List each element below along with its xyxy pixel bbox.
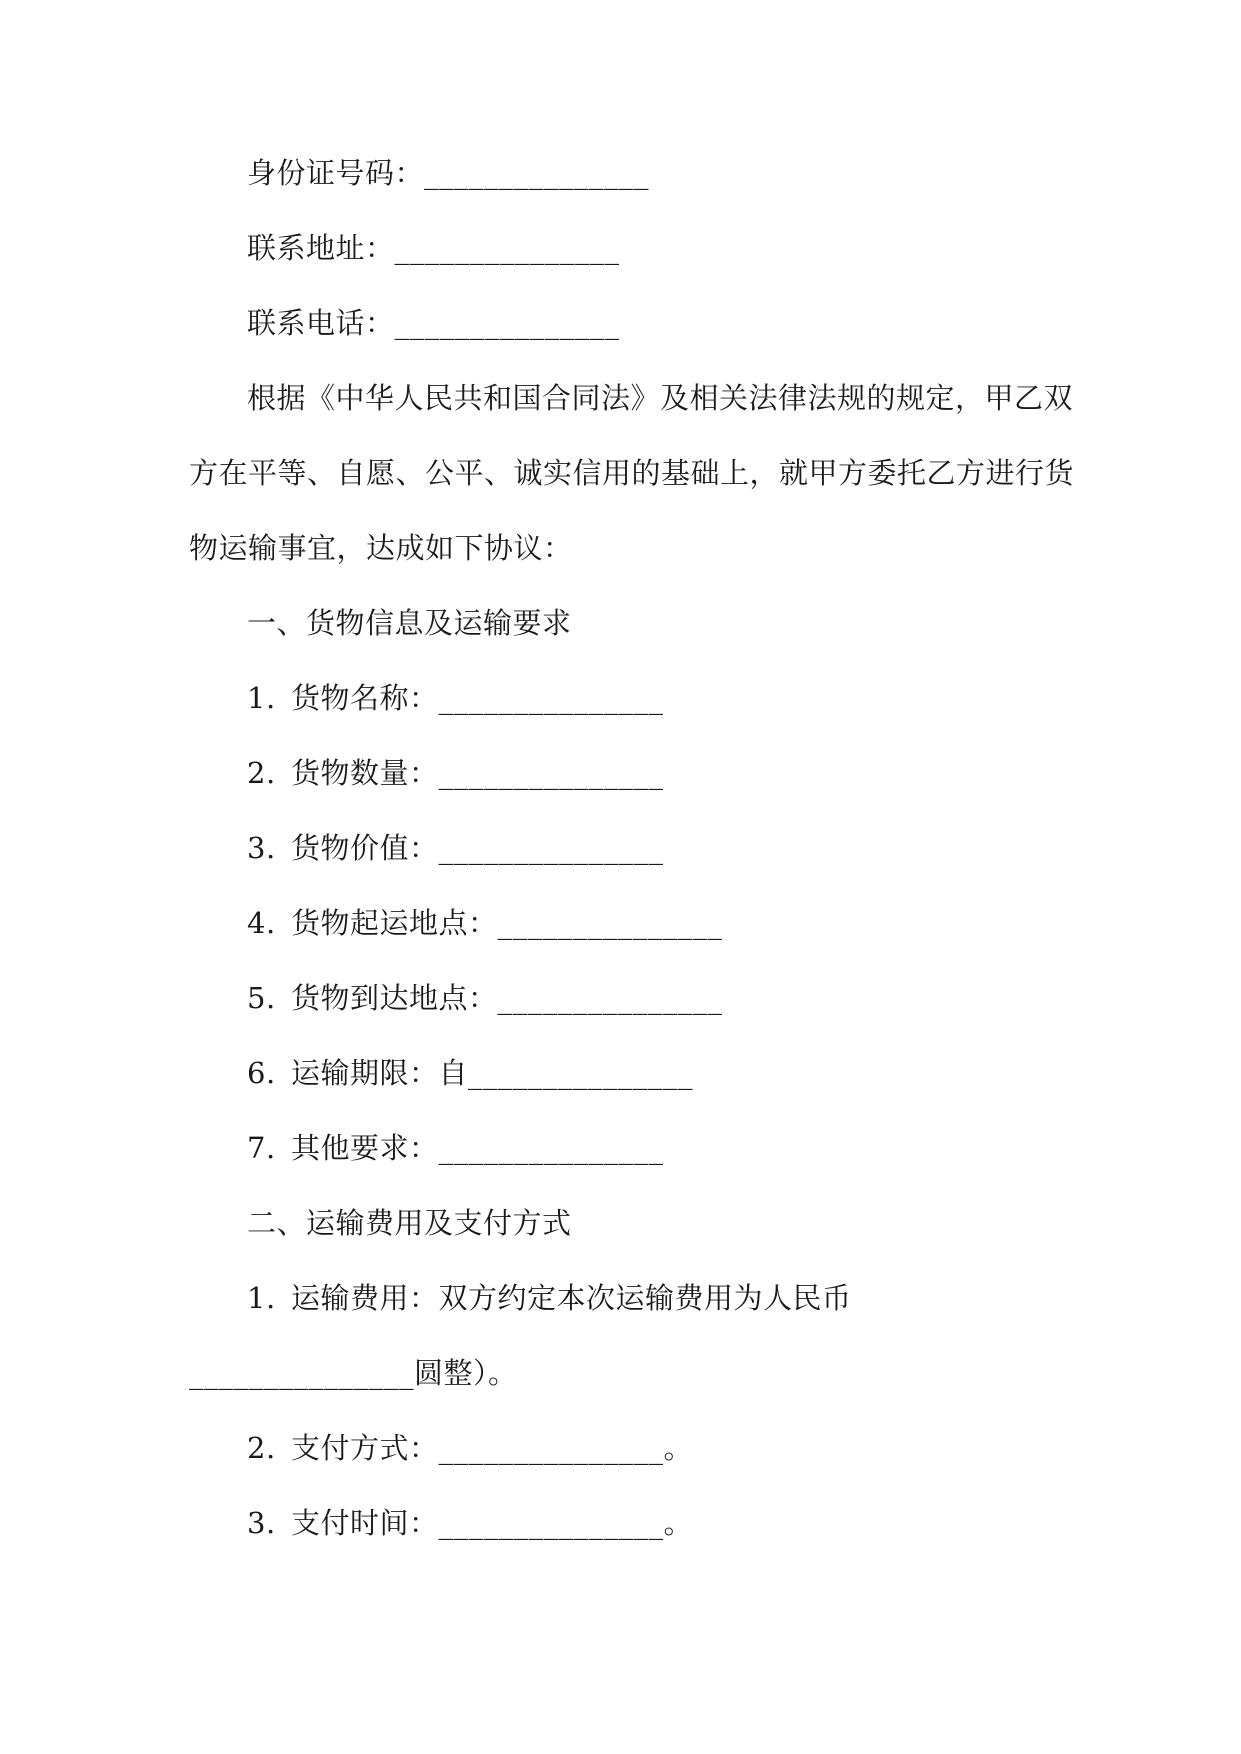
list-number: 3. (247, 1506, 276, 1540)
contact-phone-line (247, 303, 620, 343)
list-number: 5. (247, 981, 276, 1015)
list-item-text: 货物名称：_______________ (291, 681, 664, 715)
list-item-goods-quantity (247, 753, 664, 793)
list-item-payment-method (247, 1428, 693, 1468)
list-item-payment-time (247, 1503, 693, 1543)
list-number: 4. (247, 906, 276, 940)
list-item-goods-value (247, 828, 664, 868)
preamble-text-3: 物运输事宜，达成如下协议： (189, 531, 573, 565)
preamble-line-3 (189, 528, 573, 568)
contact-phone-text: 联系电话：_______________ (247, 306, 620, 340)
list-item-text: 运输费用：双方约定本次运输费用为人民币 (291, 1281, 852, 1315)
preamble-text-1: 根据《中华人民共和国合同法》及相关法律法规的规定，甲乙双 (247, 381, 1074, 415)
list-number: 2. (247, 1431, 276, 1465)
transport-fee-continuation (189, 1353, 518, 1393)
list-item-text: 货物价值：_______________ (291, 831, 664, 865)
preamble-line-1 (247, 378, 1073, 418)
list-number: 1. (247, 681, 276, 715)
preamble-text-2: 方在平等、自愿、公平、诚实信用的基础上，就甲方委托乙方进行货 (189, 456, 1075, 490)
preamble-line-2 (189, 453, 1074, 493)
list-item-text: 运输期限：自_______________ (291, 1056, 694, 1090)
list-item-destination (247, 978, 723, 1018)
list-item-text: 货物到达地点：_______________ (291, 981, 723, 1015)
list-item-text: 支付方式：_______________。 (291, 1431, 694, 1465)
list-item-other-requirements (247, 1128, 664, 1168)
list-number: 1. (247, 1281, 276, 1315)
section-heading-1-text: 一、货物信息及运输要求 (247, 606, 572, 640)
list-item-text: 支付时间：_______________。 (291, 1506, 694, 1540)
list-item-transport-fee (247, 1278, 852, 1318)
contact-address-text: 联系地址：_______________ (247, 231, 620, 265)
list-item-text: 其他要求：_______________ (291, 1131, 664, 1165)
list-number: 3. (247, 831, 276, 865)
id-number-text: 身份证号码：_______________ (247, 156, 650, 190)
section-heading-2-text: 二、运输费用及支付方式 (247, 1206, 572, 1240)
list-item-transport-period (247, 1053, 693, 1093)
contact-address-line (247, 228, 620, 268)
id-number-line (247, 153, 649, 193)
list-item-text: 货物起运地点：_______________ (291, 906, 723, 940)
list-item-text: 货物数量：_______________ (291, 756, 664, 790)
list-number: 6. (247, 1056, 276, 1090)
section-heading-2 (247, 1203, 572, 1243)
list-number: 2. (247, 756, 276, 790)
list-number: 7. (247, 1131, 276, 1165)
section-heading-1 (247, 603, 572, 643)
list-item-goods-name (247, 678, 664, 718)
list-item-origin (247, 903, 723, 943)
transport-fee-continuation-text: _______________圆整）。 (189, 1356, 518, 1390)
